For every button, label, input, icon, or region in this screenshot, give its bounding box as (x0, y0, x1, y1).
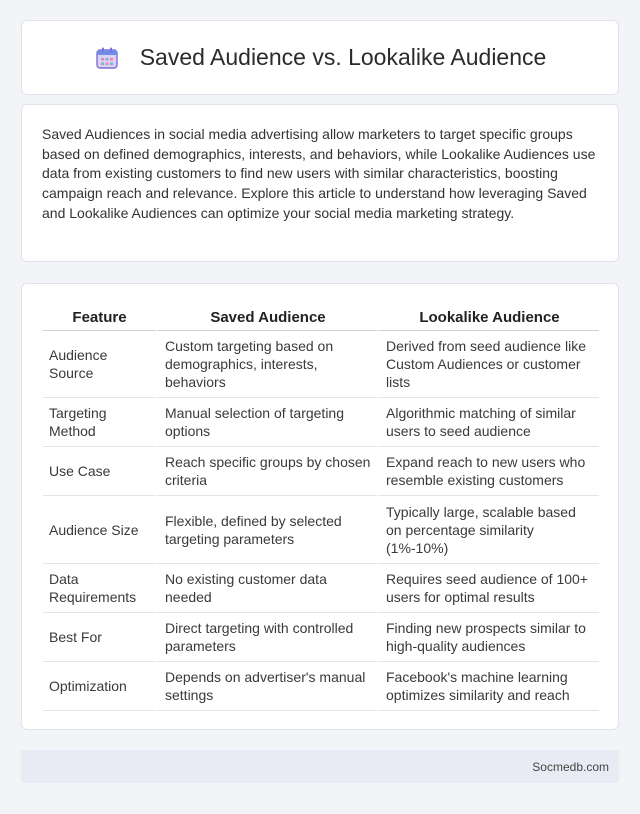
page-title: Saved Audience vs. Lookalike Audience (139, 44, 547, 70)
intro-card (21, 104, 619, 262)
table-row (43, 447, 599, 496)
table-row (43, 398, 599, 447)
saved-cell: Direct targeting with controlled parameters (156, 613, 377, 662)
footer-bar (21, 750, 619, 783)
feature-cell: Use Case (43, 447, 156, 496)
comparison-table (43, 305, 599, 711)
lookalike-cell: Finding new prospects similar to high-quality audiences (377, 613, 599, 662)
footer-brand: Socmedb.com (532, 759, 609, 774)
table-row (43, 331, 599, 398)
lookalike-cell: Algorithmic matching of similar users to seed audience (377, 398, 599, 447)
title-row (22, 21, 618, 94)
lookalike-cell: Expand reach to new users who resemble existing customers (377, 447, 599, 496)
calendar-icon (94, 45, 120, 71)
table-row (43, 613, 599, 662)
header-lookalike-audience: Lookalike Audience (377, 305, 599, 331)
lookalike-cell: Facebook's machine learning optimizes similarity and reach (377, 662, 599, 711)
feature-cell: Audience Size (43, 496, 156, 564)
feature-cell: Optimization (43, 662, 156, 711)
lookalike-cell: Derived from seed audience like Custom Audiences or customer lists (377, 331, 599, 398)
lookalike-cell: Typically large, scalable based on percentage similarity (1%-10%) (377, 496, 599, 564)
feature-cell: Data Requirements (43, 564, 156, 613)
saved-cell: Custom targeting based on demographics, interests, behaviors (156, 331, 377, 398)
saved-cell: Manual selection of targeting options (156, 398, 377, 447)
intro-paragraph: Saved Audiences in social media advertising allow marketers to target specific groups based on defined demographics, interests, and behaviors, while Lookalike Audiences use data from existing customers to find new users with similar characteristics, boosting campaign reach and relevance. Explore this article to understand how leveraging Saved and Lookalike Audiences can optimize your social media marketing strategy. (42, 126, 596, 221)
header-feature: Feature (43, 305, 156, 331)
saved-cell: Depends on advertiser's manual settings (156, 662, 377, 711)
table-row (43, 564, 599, 613)
saved-cell: Reach specific groups by chosen criteria (156, 447, 377, 496)
table-header-row (43, 305, 599, 331)
saved-cell: No existing customer data needed (156, 564, 377, 613)
title-card (21, 20, 619, 95)
table-row (43, 662, 599, 711)
lookalike-cell: Requires seed audience of 100+ users for optimal results (377, 564, 599, 613)
feature-cell: Targeting Method (43, 398, 156, 447)
feature-cell: Best For (43, 613, 156, 662)
saved-cell: Flexible, defined by selected targeting parameters (156, 496, 377, 564)
table-row (43, 496, 599, 564)
feature-cell: Audience Source (43, 331, 156, 398)
comparison-card (21, 283, 619, 730)
header-saved-audience: Saved Audience (156, 305, 377, 331)
